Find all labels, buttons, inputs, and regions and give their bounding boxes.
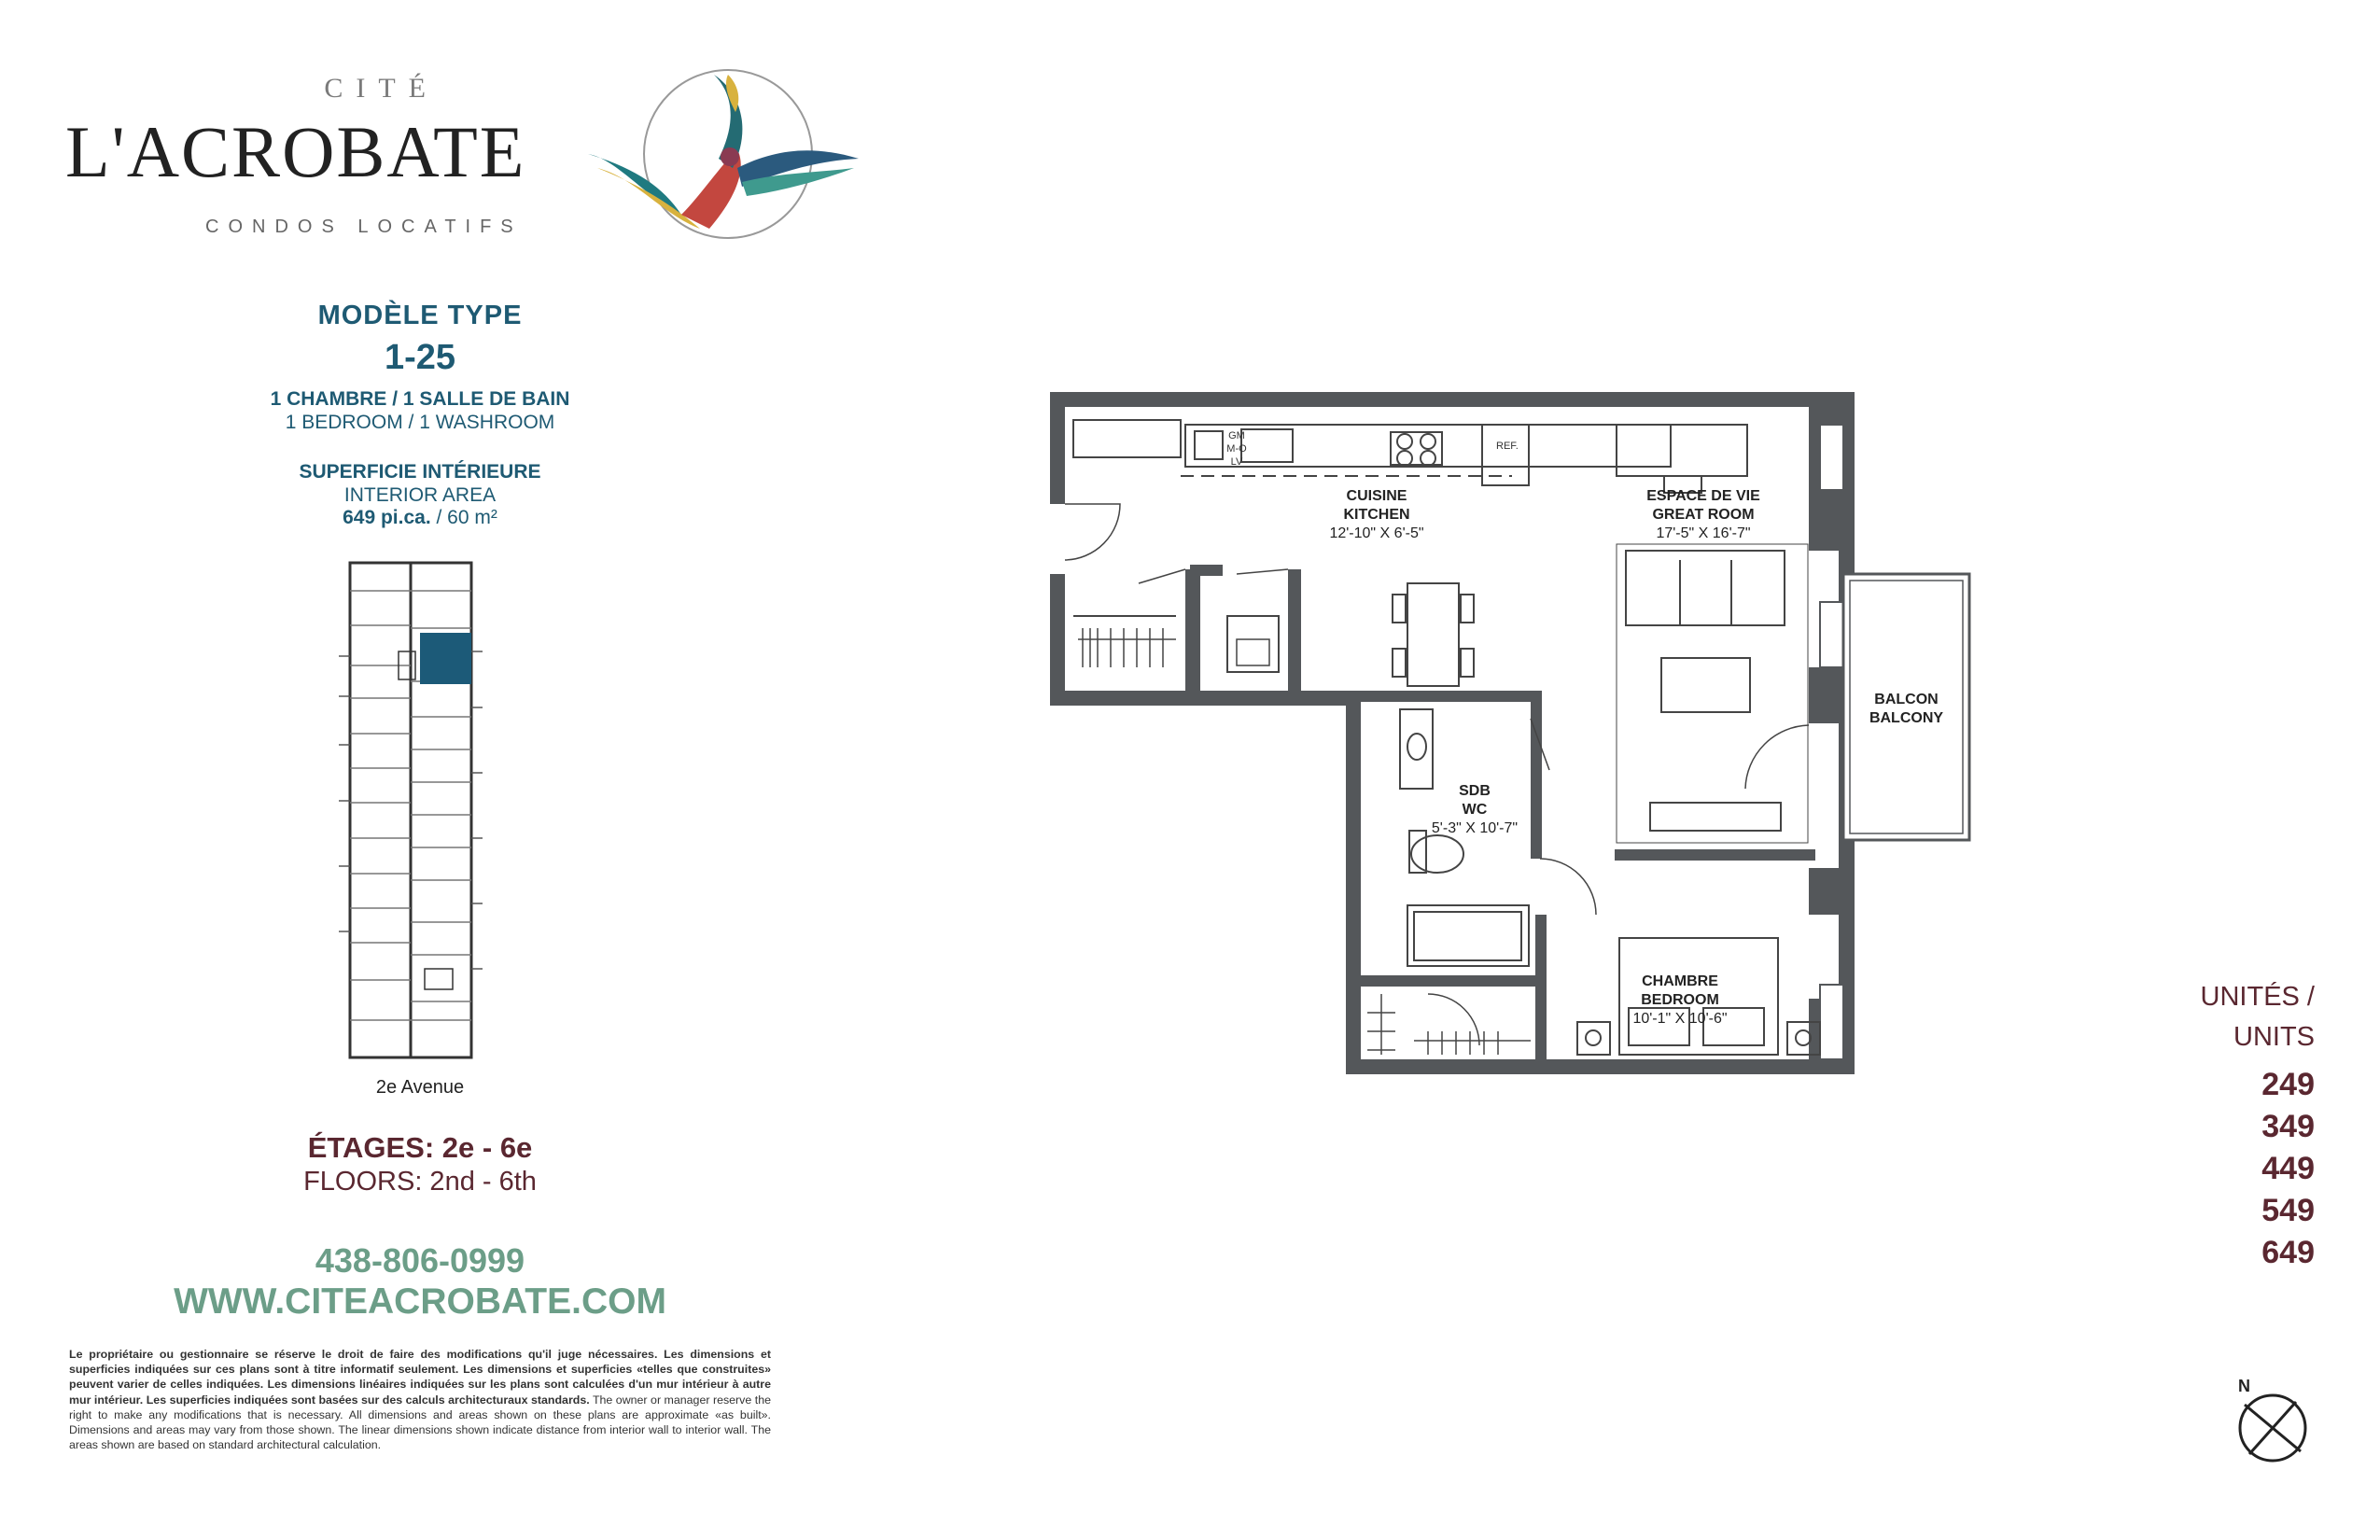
appliance-ref: REF.	[1496, 441, 1519, 452]
bedroom-en: BEDROOM	[1641, 992, 1719, 1008]
key-plan-street: 2e Avenue	[375, 1077, 465, 1098]
bedroom-fr: CHAMBRE	[1642, 973, 1718, 989]
logo-tagline: CONDOS LOCATIFS	[205, 217, 523, 237]
great-room-en: GREAT ROOM	[1652, 507, 1755, 523]
room-great-room	[1605, 487, 1801, 543]
great-room-dim: 17'-5" X 16'-7"	[1656, 525, 1751, 541]
phone-number[interactable]: 438-806-0999	[315, 1241, 525, 1280]
unit-number: 549	[2261, 1193, 2315, 1228]
model-heading: MODÈLE TYPE	[317, 301, 523, 330]
units-label-english: UNITS	[2233, 1022, 2315, 1052]
website-link[interactable]: WWW.CITEACROBATE.COM	[174, 1281, 666, 1322]
floors-french: ÉTAGES: 2e - 6e	[307, 1131, 533, 1164]
kitchen-dim: 12'-10" X 6'-5"	[1329, 525, 1424, 541]
area-heading-english: INTERIOR AREA	[343, 484, 497, 506]
room-balcony	[1843, 691, 1969, 728]
disclaimer-english: The owner or manager reserve the right to make any modifications that is necessary. All dimensions and areas shown on these plans are approximate «as built». Dimensions and areas may vary from those shown. The linear dimensions shown indicate distance from interior wall to interior wall. The areas shown are based on standard architectural calculation.	[69, 1393, 771, 1452]
area-metric: / 60 m²	[436, 507, 497, 528]
north-arrow-icon	[2235, 1391, 2310, 1465]
bedroom-dim: 10'-1" X 10'-6"	[1632, 1011, 1728, 1027]
appliance-mo: M-O	[1226, 443, 1247, 455]
north-label: N	[2238, 1377, 2250, 1395]
logo-cite-text: CITÉ	[324, 73, 439, 104]
floor-plan	[1045, 387, 1979, 1162]
unit-number: 249	[2261, 1067, 2315, 1102]
bathroom-dim: 5'-3" X 10'-7"	[1431, 820, 1519, 836]
room-bathroom	[1400, 782, 1549, 838]
legal-disclaimer	[69, 1347, 771, 1452]
model-code: 1-25	[384, 338, 456, 377]
acrobat-logo-icon	[579, 56, 877, 252]
floors-english: FLOORS: 2nd - 6th	[303, 1167, 537, 1197]
appliance-labels	[1223, 429, 1251, 469]
kitchen-fr: CUISINE	[1346, 488, 1407, 504]
balcony-en: BALCONY	[1869, 710, 1944, 726]
key-plan	[331, 558, 490, 1090]
units-label-french: UNITÉS /	[2200, 982, 2315, 1012]
great-room-fr: ESPACE DE VIE	[1646, 488, 1760, 504]
rooms-english: 1 BEDROOM / 1 WASHROOM	[285, 412, 555, 433]
unit-number: 649	[2261, 1235, 2315, 1270]
area-value	[121, 507, 719, 529]
disclaimer-french: Le propriétaire ou gestionnaire se réserve le droit de faire des modifications qu'il juge nécessaires. Les dimensions et superficies indiquées sur ces plans sont à titre informatif seulement. Les dimensions et superficies «telles que construites» peuvent varier de celles indiquées. Les dimensions linéaires indiquées sur les plans sont calculées d'un mur intérieur à autre mur intérieur. Les superficies indiquées sont basées sur des calculs architecturaux standards.	[69, 1348, 771, 1407]
bathroom-en: WC	[1462, 802, 1488, 818]
unit-number: 449	[2261, 1151, 2315, 1186]
rooms-french: 1 CHAMBRE / 1 SALLE DE BAIN	[270, 388, 570, 410]
appliance-gm: GM	[1228, 430, 1245, 441]
room-bedroom	[1605, 973, 1755, 1029]
area-heading-french: SUPERFICIE INTÉRIEURE	[299, 461, 541, 483]
balcony-fr: BALCON	[1874, 692, 1939, 707]
area-imperial: 649 pi.ca.	[343, 507, 431, 528]
appliance-lv: LV	[1230, 456, 1243, 468]
room-kitchen	[1288, 487, 1465, 543]
highlighted-unit	[420, 633, 471, 684]
kitchen-en: KITCHEN	[1343, 507, 1410, 523]
bathroom-fr: SDB	[1459, 783, 1491, 799]
logo-wordmark: L'ACROBATE	[65, 111, 526, 192]
units-list	[2072, 982, 2315, 1274]
unit-number: 349	[2261, 1109, 2315, 1144]
